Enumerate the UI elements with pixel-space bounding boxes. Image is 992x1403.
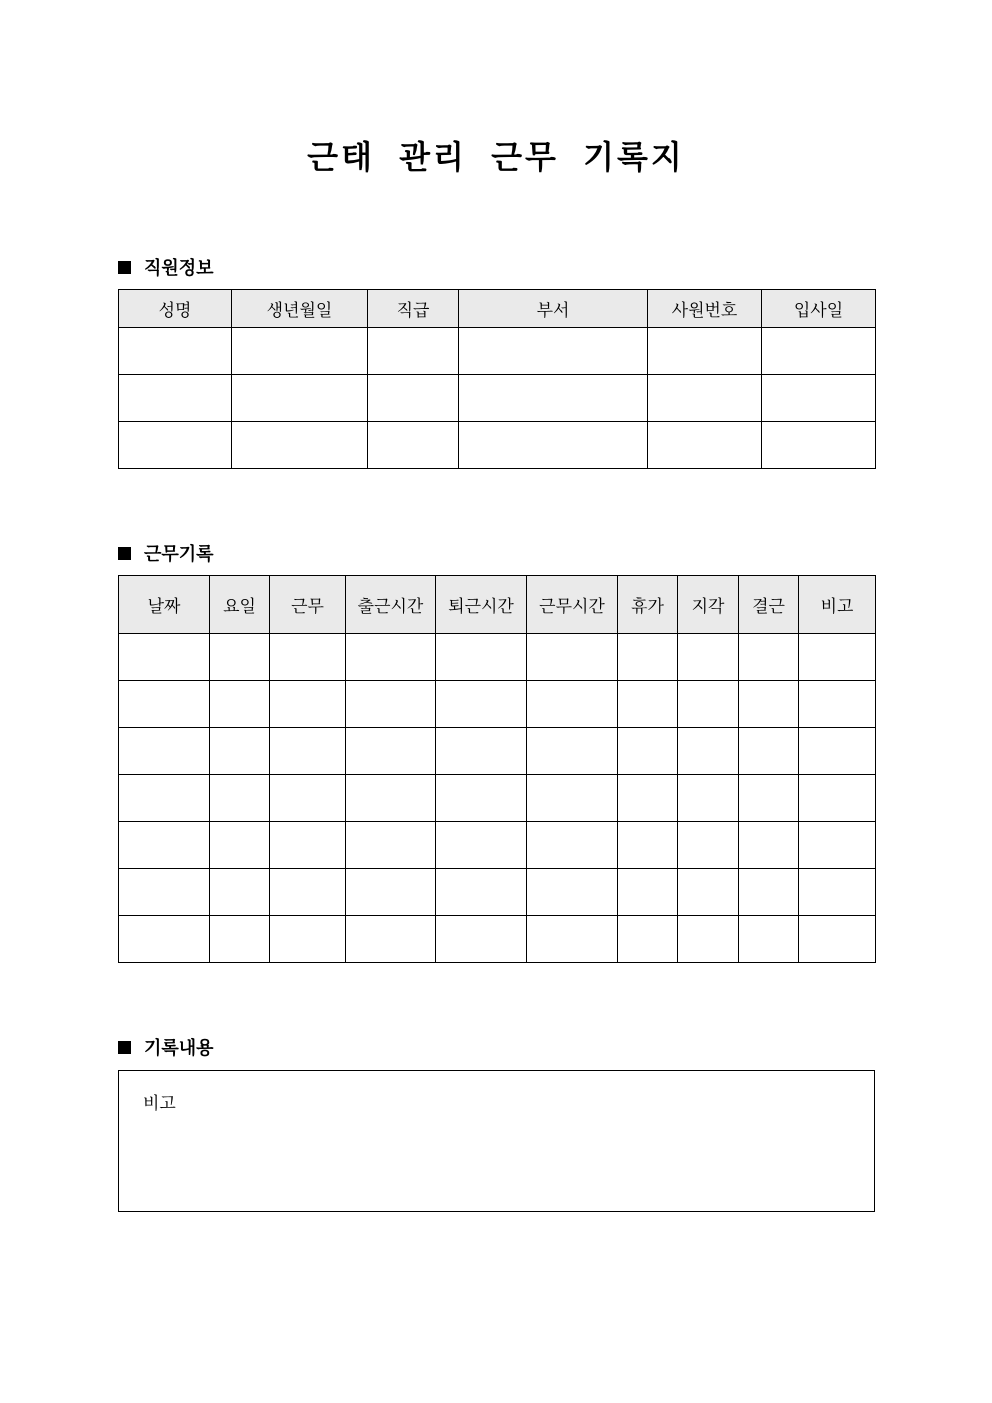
- column-header-name: 성명: [119, 290, 232, 328]
- column-header-position: 직급: [368, 290, 459, 328]
- table-cell[interactable]: [119, 916, 210, 963]
- table-cell[interactable]: [436, 728, 527, 775]
- table-cell[interactable]: [678, 916, 739, 963]
- table-cell[interactable]: [210, 634, 270, 681]
- table-cell[interactable]: [762, 375, 876, 422]
- column-header-date: 날짜: [119, 576, 210, 634]
- employee-info-table: [118, 289, 876, 469]
- column-header-shift: 근무: [270, 576, 346, 634]
- section-heading-work-record: [118, 540, 214, 566]
- column-header-department: 부서: [459, 290, 648, 328]
- table-cell[interactable]: [678, 634, 739, 681]
- table-row: [119, 728, 876, 775]
- work-record-table: [118, 575, 876, 963]
- section-heading-label: 직원정보: [144, 258, 214, 279]
- section-heading-label: 기록내용: [144, 1038, 214, 1059]
- square-bullet-icon: [118, 1041, 131, 1054]
- table-cell[interactable]: [799, 916, 876, 963]
- section-heading-record-content: [118, 1034, 214, 1060]
- table-cell[interactable]: [270, 634, 346, 681]
- section-heading-employee-info: [118, 254, 214, 280]
- notes-box[interactable]: [118, 1070, 875, 1212]
- table-cell[interactable]: [648, 328, 762, 375]
- table-cell[interactable]: [648, 422, 762, 469]
- table-cell[interactable]: [618, 728, 678, 775]
- table-cell[interactable]: [436, 681, 527, 728]
- table-cell[interactable]: [232, 375, 368, 422]
- table-cell[interactable]: [618, 822, 678, 869]
- table-cell[interactable]: [368, 375, 459, 422]
- table-cell[interactable]: [618, 681, 678, 728]
- table-cell[interactable]: [346, 681, 436, 728]
- table-cell[interactable]: [527, 681, 618, 728]
- table-cell[interactable]: [346, 634, 436, 681]
- table-cell[interactable]: [678, 681, 739, 728]
- table-cell[interactable]: [799, 728, 876, 775]
- column-header-weekday: 요일: [210, 576, 270, 634]
- table-cell[interactable]: [762, 328, 876, 375]
- table-cell[interactable]: [799, 822, 876, 869]
- table-cell[interactable]: [119, 822, 210, 869]
- table-cell[interactable]: [119, 869, 210, 916]
- table-cell[interactable]: [618, 916, 678, 963]
- table-cell[interactable]: [346, 869, 436, 916]
- table-cell[interactable]: [762, 422, 876, 469]
- table-cell[interactable]: [346, 916, 436, 963]
- table-cell[interactable]: [119, 422, 232, 469]
- table-cell[interactable]: [270, 775, 346, 822]
- table-cell[interactable]: [678, 822, 739, 869]
- table-cell[interactable]: [799, 634, 876, 681]
- table-cell[interactable]: [527, 775, 618, 822]
- table-row: [119, 681, 876, 728]
- table-header-row: [119, 576, 876, 634]
- table-cell[interactable]: [436, 916, 527, 963]
- work-record-body: [119, 634, 876, 963]
- table-cell[interactable]: [346, 822, 436, 869]
- table-cell[interactable]: [270, 916, 346, 963]
- table-cell[interactable]: [270, 822, 346, 869]
- table-cell[interactable]: [678, 869, 739, 916]
- table-cell[interactable]: [346, 728, 436, 775]
- column-header-work-hours: 근무시간: [527, 576, 618, 634]
- section-heading-label: 근무기록: [144, 544, 214, 565]
- table-cell[interactable]: [459, 422, 648, 469]
- table-cell[interactable]: [527, 822, 618, 869]
- table-row: [119, 328, 876, 375]
- table-cell[interactable]: [210, 916, 270, 963]
- table-cell[interactable]: [210, 869, 270, 916]
- table-header-row: [119, 290, 876, 328]
- table-cell[interactable]: [368, 422, 459, 469]
- table-row: [119, 775, 876, 822]
- column-header-clock-in: 출근시간: [346, 576, 436, 634]
- table-cell[interactable]: [210, 681, 270, 728]
- table-cell[interactable]: [459, 328, 648, 375]
- table-cell[interactable]: [270, 869, 346, 916]
- table-cell[interactable]: [119, 328, 232, 375]
- table-cell[interactable]: [739, 728, 799, 775]
- table-cell[interactable]: [739, 869, 799, 916]
- table-cell[interactable]: [799, 775, 876, 822]
- table-cell[interactable]: [119, 728, 210, 775]
- table-cell[interactable]: [678, 775, 739, 822]
- column-header-hire-date: 입사일: [762, 290, 876, 328]
- table-cell[interactable]: [527, 869, 618, 916]
- table-cell[interactable]: [232, 422, 368, 469]
- table-cell[interactable]: [739, 822, 799, 869]
- table-cell[interactable]: [618, 869, 678, 916]
- notes-label: 비고: [143, 1094, 176, 1114]
- table-row: [119, 822, 876, 869]
- table-cell[interactable]: [119, 375, 232, 422]
- table-row: [119, 869, 876, 916]
- column-header-birthdate: 생년월일: [232, 290, 368, 328]
- table-cell[interactable]: [119, 634, 210, 681]
- column-header-remarks: 비고: [799, 576, 876, 634]
- table-cell[interactable]: [119, 775, 210, 822]
- table-row: [119, 375, 876, 422]
- table-cell[interactable]: [739, 634, 799, 681]
- table-cell[interactable]: [210, 822, 270, 869]
- table-cell[interactable]: [799, 869, 876, 916]
- page-title: 근태 관리 근무 기록지: [307, 138, 685, 176]
- column-header-clock-out: 퇴근시간: [436, 576, 527, 634]
- table-cell[interactable]: [436, 775, 527, 822]
- column-header-leave: 휴가: [618, 576, 678, 634]
- table-cell[interactable]: [119, 681, 210, 728]
- table-cell[interactable]: [527, 916, 618, 963]
- table-cell[interactable]: [648, 375, 762, 422]
- table-cell[interactable]: [270, 728, 346, 775]
- table-cell[interactable]: [436, 634, 527, 681]
- table-cell[interactable]: [232, 328, 368, 375]
- table-cell[interactable]: [270, 681, 346, 728]
- square-bullet-icon: [118, 261, 131, 274]
- table-cell[interactable]: [618, 634, 678, 681]
- table-cell[interactable]: [346, 775, 436, 822]
- table-row: [119, 422, 876, 469]
- table-cell[interactable]: [527, 728, 618, 775]
- column-header-absence: 결근: [739, 576, 799, 634]
- table-cell[interactable]: [368, 328, 459, 375]
- table-cell[interactable]: [436, 822, 527, 869]
- table-cell[interactable]: [618, 775, 678, 822]
- table-cell[interactable]: [739, 916, 799, 963]
- table-cell[interactable]: [527, 634, 618, 681]
- table-row: [119, 916, 876, 963]
- table-cell[interactable]: [210, 728, 270, 775]
- square-bullet-icon: [118, 547, 131, 560]
- table-cell[interactable]: [436, 869, 527, 916]
- table-cell[interactable]: [678, 728, 739, 775]
- column-header-employee-number: 사원번호: [648, 290, 762, 328]
- table-cell[interactable]: [739, 775, 799, 822]
- column-header-late: 지각: [678, 576, 739, 634]
- table-cell[interactable]: [459, 375, 648, 422]
- table-row: [119, 634, 876, 681]
- table-cell[interactable]: [739, 681, 799, 728]
- table-cell[interactable]: [799, 681, 876, 728]
- table-cell[interactable]: [210, 775, 270, 822]
